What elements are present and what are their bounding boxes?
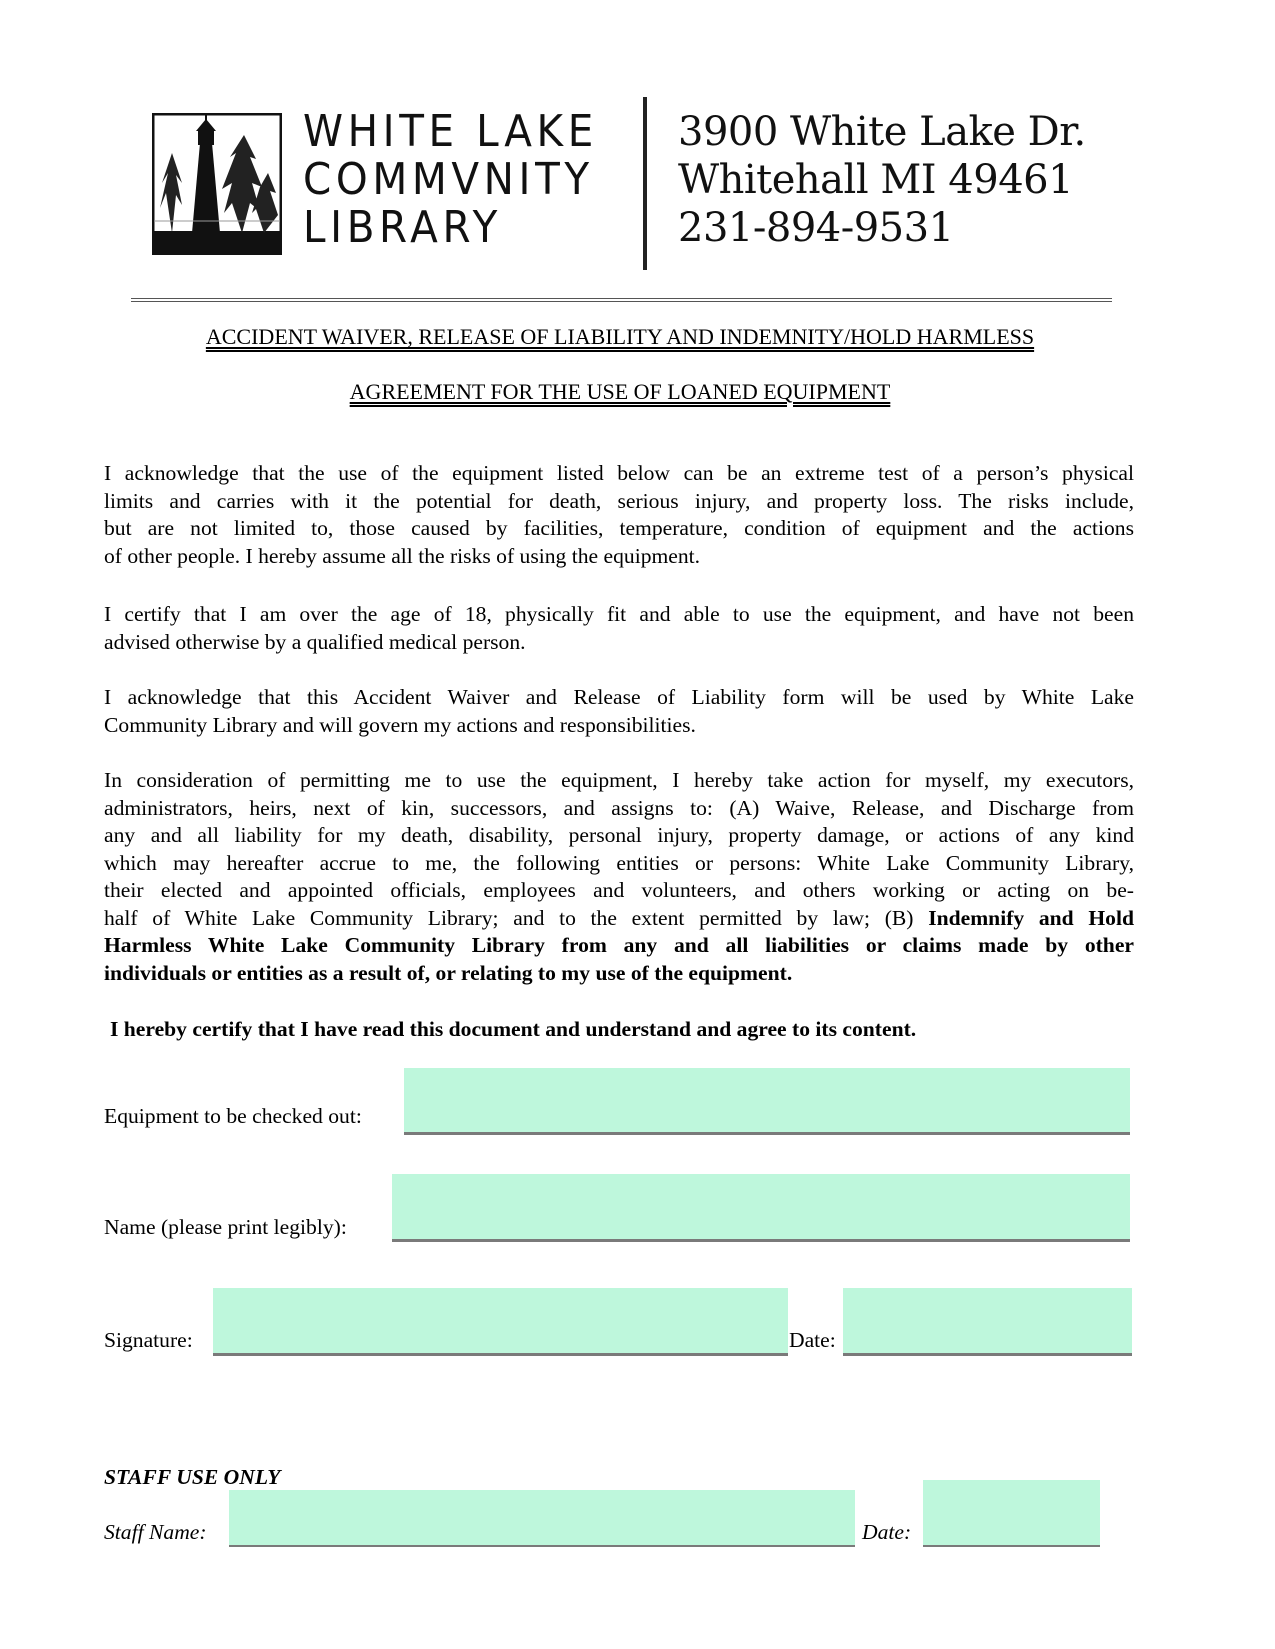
bold-text-segment: Harmless White Lake Community Library from any and all liabilities or claims made by other <box>104 933 1134 957</box>
header-divider <box>643 97 647 270</box>
text-segment: half of White Lake Community Library; and to the extent permitted by law; (B) <box>104 905 929 930</box>
logo-line: LIBRARY <box>303 202 502 253</box>
staff-date-label: Date: <box>862 1520 912 1544</box>
name-label: Name (please print legibly): <box>104 1215 347 1239</box>
text-line: Community Library and will govern my actions and responsibilities. <box>104 712 696 737</box>
bold-text-segment: Indemnify and Hold <box>928 905 1134 930</box>
logo-line: COMMVNITY <box>303 154 594 205</box>
text-line: I acknowledge that this Accident Waiver and Release of Liability form will be used by White Lake <box>104 685 1134 709</box>
phone-number: 231-894-9531 <box>678 205 954 251</box>
signature-label: Signature: <box>104 1328 193 1352</box>
text-line <box>104 960 1134 988</box>
header-rule <box>131 298 1112 302</box>
certification-text: I hereby certify that I have read this document and understand and agree to its content. <box>110 1017 917 1041</box>
staff-name-label: Staff Name: <box>104 1520 207 1544</box>
library-address <box>678 108 1086 252</box>
signature-field[interactable] <box>213 1288 788 1356</box>
text-line: but are not limited to, those caused by facilities, temperature, condition of equipment and the actions <box>104 516 1134 540</box>
text-line: limits and carries with it the potential for death, serious injury, and property loss. The risks include, <box>104 488 1134 513</box>
library-logo-wordmark <box>303 108 598 252</box>
street-address: 3900 White Lake Dr. <box>678 109 1086 155</box>
text-line <box>104 905 1134 933</box>
date-label: Date: <box>789 1328 836 1352</box>
certification-statement <box>110 1016 1140 1044</box>
risk-acknowledgement-paragraph <box>104 460 1134 570</box>
equipment-label: Equipment to be checked out: <box>104 1104 362 1128</box>
text-line: their elected and appointed officials, employees and volunteers, and others working or acting on be- <box>104 878 1134 902</box>
city-state-zip: Whitehall MI 49461 <box>678 157 1074 203</box>
text-line: administrators, heirs, next of kin, successors, and assigns to: (A) Waive, Release, and Discharge from <box>104 795 1134 820</box>
equipment-field[interactable] <box>404 1068 1130 1135</box>
text-line: In consideration of permitting me to use the equipment, I hereby take action for myself, my executors, <box>104 768 1134 792</box>
text-line: of other people. I hereby assume all the risks of using the equipment. <box>104 543 701 568</box>
staff-name-field[interactable] <box>229 1490 855 1547</box>
text-line: which may hereafter accrue to me, the following entities or persons: White Lake Community Library, <box>104 850 1134 875</box>
age-certification-paragraph <box>104 601 1134 656</box>
document-subtitle: AGREEMENT FOR THE USE OF LOANED EQUIPMENT <box>349 379 891 404</box>
staff-date-field[interactable] <box>923 1480 1100 1547</box>
date-field[interactable] <box>843 1288 1132 1356</box>
text-line: advised otherwise by a qualified medical person. <box>104 629 526 654</box>
name-field[interactable] <box>392 1174 1130 1242</box>
library-logo-image <box>152 113 282 255</box>
document-title: ACCIDENT WAIVER, RELEASE OF LIABILITY AND INDEMNITY/HOLD HARMLESS <box>205 324 1035 349</box>
form-usage-paragraph <box>104 684 1134 739</box>
staff-use-only-heading: STAFF USE ONLY <box>104 1465 281 1489</box>
text-line: any and all liability for my death, disability, personal injury, property damage, or actions of any kind <box>104 823 1134 847</box>
logo-line: WHITE LAKE <box>303 106 598 157</box>
release-indemnity-paragraph <box>104 767 1134 987</box>
lighthouse-trees-icon <box>152 113 282 255</box>
text-line: I acknowledge that the use of the equipment listed below can be an extreme test of a person’s physical <box>104 461 1134 485</box>
bold-text-segment: individuals or entities as a result of, or relating to my use of the equipment. <box>104 960 793 985</box>
text-line <box>104 932 1134 960</box>
text-line: I certify that I am over the age of 18, physically fit and able to use the equipment, and have not been <box>104 602 1134 626</box>
